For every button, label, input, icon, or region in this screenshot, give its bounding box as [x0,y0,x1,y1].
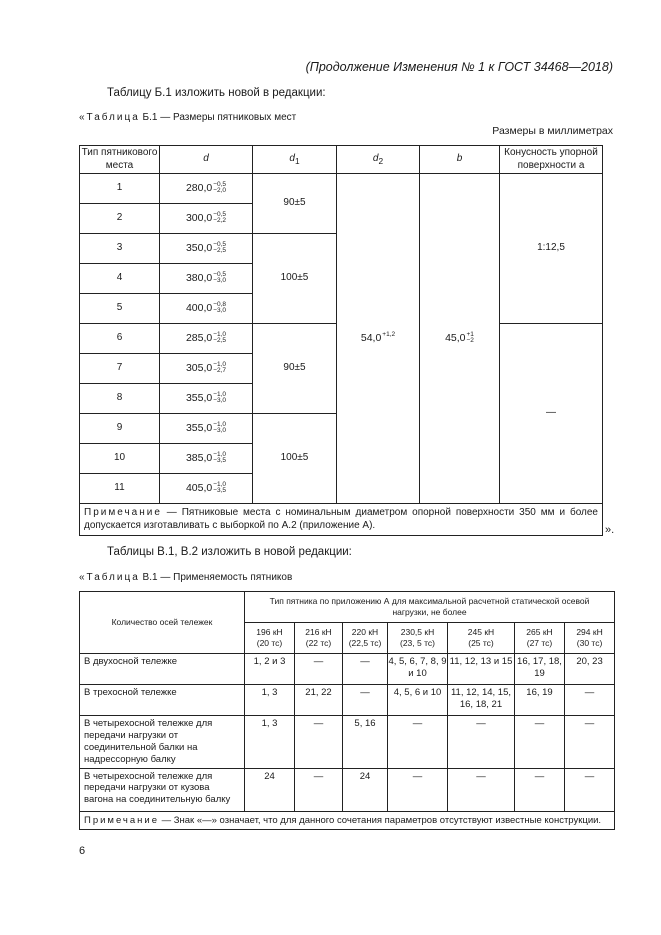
d-lower-dev: −3,0 [213,277,227,285]
continuation-header: (Продолжение Изменения № 1 к ГОСТ 34468—2018) [305,60,613,74]
d-upper-dev: −1,0 [213,450,227,458]
header-load-col [245,623,295,654]
data-cell: 4, 5, 6, 7, 8, 9 и 10 [388,654,448,685]
table-v1-caption [79,572,292,583]
table-v1 [79,591,615,830]
header-load-col [388,623,448,654]
d-value: 300,0 [185,211,213,224]
d1-cell: 90±5 [253,174,337,234]
d-cell [160,444,253,474]
load-kn: 196 кН [256,627,283,638]
d-lower-dev: −3,5 [213,487,227,495]
data-cell: 5, 16 [343,716,388,769]
header-load-group: Тип пятника по приложению А для максимальной расчетной статической осевой нагрузки, не более [245,592,615,623]
d-upper-dev: −1,0 [213,390,227,398]
closing-quote: ». [605,524,615,536]
b-cell [420,174,500,504]
d-value: 280,0 [185,181,213,194]
type-cell: 1 [80,174,160,204]
type-cell: 9 [80,414,160,444]
d1-cell: 90±5 [253,324,337,414]
data-cell: 1, 3 [245,685,295,716]
table-b1 [79,145,603,536]
page-number: 6 [79,845,86,857]
taper-cell: 1:12,5 [500,174,603,324]
note-prefix: Примечание [84,507,162,518]
data-cell: — [565,685,615,716]
d-value: 355,0 [185,421,213,434]
header-d [160,146,253,174]
data-cell: 4, 5, 6 и 10 [388,685,448,716]
load-kn: 220 кН [351,627,379,638]
d-cell [160,414,253,444]
row-label: В двухосной тележке [80,654,245,685]
type-cell: 4 [80,264,160,294]
header-load-col [565,623,615,654]
load-ts: (22,5 тс) [348,638,382,648]
load-ts: (23, 5 тс) [400,638,435,648]
d-upper-dev: −0,5 [213,270,227,278]
data-cell: — [295,654,343,685]
d-upper-dev: −0,5 [213,240,227,248]
table-row [80,174,603,204]
type-cell: 2 [80,204,160,234]
d-cell [160,354,253,384]
caption-prefix: «Таблица [79,112,140,123]
data-cell: — [388,716,448,769]
d-lower-dev: −2,2 [213,217,227,225]
d-cell [160,324,253,354]
load-ts: (30 тс) [576,638,603,648]
data-cell: — [343,654,388,685]
table-b1-caption [79,112,296,123]
data-cell: 20, 23 [565,654,615,685]
d-value: 285,0 [185,331,213,344]
data-cell: 11, 12, 14, 15, 16, 18, 21 [448,685,515,716]
d-lower-dev: −3,5 [213,457,227,465]
b-upper-dev: +1 [466,330,474,338]
d2-value: 54,0 [360,331,382,344]
type-cell: 6 [80,324,160,354]
d-lower-dev: −3,0 [213,397,227,405]
header-d1-subscript: 1 [294,155,300,166]
header-load-col [343,623,388,654]
load-ts: (27 тс) [526,638,553,648]
data-cell: — [565,768,615,811]
d-value: 405,0 [185,481,213,494]
d-cell [160,264,253,294]
data-cell: — [295,768,343,811]
table-row [80,685,615,716]
caption-prefix: «Таблица [79,572,140,583]
d-cell [160,384,253,414]
intro-table-v1: Таблицы В.1, В.2 изложить в новой редакции: [107,546,352,558]
d-value: 350,0 [185,241,213,254]
data-cell: — [515,716,565,769]
d-lower-dev: −2,5 [213,247,227,255]
header-b-symbol: b [456,153,463,165]
note-text: — Пятниковые места с номинальным диаметром опорной поверхности 350 мм и более допускается изготавливать с выборкой по А.2 (приложение А). [84,507,598,531]
header-axes: Количество осей тележек [80,592,245,654]
row-label: В трехосной тележке [80,685,245,716]
type-cell: 11 [80,474,160,504]
data-cell: — [565,716,615,769]
d-upper-dev: −1,0 [213,420,227,428]
d-upper-dev: −1,0 [213,480,227,488]
d-lower-dev: −3,0 [213,427,227,435]
d-cell [160,474,253,504]
header-load-col [295,623,343,654]
data-cell: 24 [343,768,388,811]
d2-cell [337,174,420,504]
data-cell: 21, 22 [295,685,343,716]
note-text: — Знак «—» означает, что для данного сочетания параметров отсутствуют известные конструкции. [159,814,602,826]
header-d2 [337,146,420,174]
d1-cell: 100±5 [253,234,337,324]
data-cell: — [388,768,448,811]
load-ts: (25 тс) [468,638,494,648]
caption-title: В.1 — Применяемость пятников [139,572,293,583]
header-load-col [515,623,565,654]
load-kn: 294 кН [576,627,603,638]
data-cell: 11, 12, 13 и 15 [448,654,515,685]
data-cell: 1, 2 и 3 [245,654,295,685]
d-lower-dev: −2,0 [213,187,227,195]
data-cell: — [515,768,565,811]
d-value: 400,0 [185,301,213,314]
d-upper-dev: −1,0 [213,330,227,338]
header-type: Тип пятникового места [80,146,160,174]
d-upper-dev: −0,8 [213,300,227,308]
d-lower-dev: −3,0 [213,307,227,315]
header-taper: Конусность упорной поверхности а [500,146,603,174]
d-cell [160,204,253,234]
units-label: Размеры в миллиметрах [492,125,613,137]
table-row [80,716,615,769]
header-d2-symbol: d [372,152,379,164]
type-cell: 8 [80,384,160,414]
d-value: 385,0 [185,451,213,464]
b-lower-dev: −2 [466,337,474,345]
load-kn: 245 кН [467,627,495,638]
type-cell: 7 [80,354,160,384]
header-d-symbol: d [203,153,209,165]
load-kn: 230,5 кН [400,627,435,638]
load-kn: 265 кН [526,627,553,638]
data-cell: — [448,768,515,811]
row-label: В четырехосной тележке для передачи нагрузки от соединительной балки на надрессорную балку [80,716,245,769]
d-lower-dev: −2,7 [213,367,227,375]
table-row [80,654,615,685]
d-cell [160,234,253,264]
d-value: 355,0 [185,391,213,404]
data-cell: 1, 3 [245,716,295,769]
table-b1-note [80,504,603,536]
header-d1-symbol: d [289,152,295,164]
d-cell [160,294,253,324]
data-cell: — [295,716,343,769]
d-upper-dev: −0,5 [213,180,227,188]
intro-table-b1: Таблицу Б.1 изложить новой в редакции: [107,87,326,99]
d-upper-dev: −0,5 [213,210,227,218]
type-cell: 3 [80,234,160,264]
d-value: 380,0 [185,271,213,284]
b-value: 45,0 [445,331,466,344]
type-cell: 5 [80,294,160,324]
row-label: В четырехосной тележке для передачи нагрузки от кузова вагона на соединительную балку [80,768,245,811]
header-d2-subscript: 2 [378,155,384,166]
d2-upper-dev: +1,2 [382,330,396,338]
d1-cell: 100±5 [253,414,337,504]
data-cell: — [448,716,515,769]
header-b [420,146,500,174]
data-cell: 16, 17, 18, 19 [515,654,565,685]
caption-title: Б.1 — Размеры пятниковых мест [139,112,297,123]
d-cell [160,174,253,204]
load-kn: 216 кН [305,627,332,638]
table-v1-note [80,811,615,830]
d-lower-dev: −2,5 [213,337,227,345]
data-cell: — [343,685,388,716]
data-cell: 16, 19 [515,685,565,716]
taper-cell: — [500,324,603,504]
data-cell: 24 [245,768,295,811]
load-ts: (20 тс) [256,638,283,648]
d-upper-dev: −1,0 [213,360,227,368]
type-cell: 10 [80,444,160,474]
d-value: 305,0 [185,361,213,374]
note-prefix: Примечание [84,814,159,826]
header-load-col [448,623,515,654]
load-ts: (22 тс) [305,638,332,648]
table-row [80,768,615,811]
header-d1 [253,146,337,174]
